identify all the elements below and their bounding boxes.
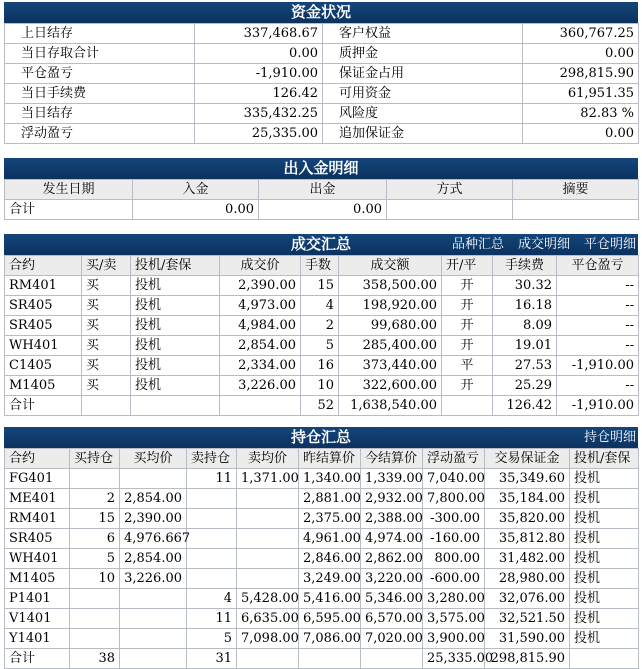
cell: -160.00 [423, 529, 485, 549]
cell [237, 549, 299, 569]
cell [70, 629, 120, 649]
cell: SR405 [5, 296, 82, 316]
positions-header [4, 427, 638, 448]
cell: 6,570.00 [361, 609, 423, 629]
cell: 5,346.00 [361, 589, 423, 609]
cell: FG401 [5, 469, 70, 489]
cell: 发生日期 [5, 180, 133, 200]
funds-row [5, 124, 639, 144]
cell: 373,440.00 [339, 356, 442, 376]
cell: 方式 [387, 180, 513, 200]
trades-header-row [5, 256, 639, 276]
cell: ME401 [5, 489, 70, 509]
cell: V1401 [5, 609, 70, 629]
cell: 1,638,540.00 [339, 396, 442, 416]
cell [70, 609, 120, 629]
cell [120, 629, 187, 649]
cell: 6,635.00 [237, 609, 299, 629]
cell: 质押金 [323, 44, 523, 64]
cell: 7,086.00 [299, 629, 361, 649]
cell: 卖均价 [237, 449, 299, 469]
cell: 358,500.00 [339, 276, 442, 296]
cell: 2,388.00 [361, 509, 423, 529]
cell [237, 489, 299, 509]
cell: 合约 [5, 256, 82, 276]
trades-row [5, 316, 639, 336]
cell: 开 [442, 376, 493, 396]
positions-row [5, 489, 639, 509]
cell: 买 [82, 356, 131, 376]
cell: SR405 [5, 529, 70, 549]
cell: 3,226.00 [220, 376, 301, 396]
cell: 投机 [570, 549, 639, 569]
cell: 买/卖 [82, 256, 131, 276]
cell: 浮动盈亏 [5, 124, 195, 144]
cell: 27.53 [493, 356, 557, 376]
cell: 6,595.00 [299, 609, 361, 629]
cell: 4 [187, 589, 237, 609]
inout-title: 出入金明细 [4, 158, 638, 179]
cell [220, 396, 301, 416]
cell: 买 [82, 336, 131, 356]
cell: 2,334.00 [220, 356, 301, 376]
cell: WH401 [5, 336, 82, 356]
cell: 3,226.00 [120, 569, 187, 589]
cell: 322,600.00 [339, 376, 442, 396]
cell: -1,910.00 [557, 396, 639, 416]
trades-total-row [5, 396, 639, 416]
cell: -600.00 [423, 569, 485, 589]
cell: -1,910.00 [195, 64, 323, 84]
cell: 4,976.667 [120, 529, 187, 549]
cell: 投机 [131, 336, 220, 356]
cell: 360,767.25 [523, 24, 639, 44]
cell: 投机 [570, 529, 639, 549]
cell: -- [557, 376, 639, 396]
cell: M1405 [5, 376, 82, 396]
cell: 成交额 [339, 256, 442, 276]
cell: RM401 [5, 509, 70, 529]
header-link[interactable]: 成交明细 [517, 237, 570, 252]
cell: 11 [187, 469, 237, 489]
trades-title: 成交汇总 [290, 235, 351, 253]
cell: 平 [442, 356, 493, 376]
cell: 平仓盈亏 [5, 64, 195, 84]
cell: 当日结存 [5, 104, 195, 124]
cell: 4,973.00 [220, 296, 301, 316]
cell: 1,339.00 [361, 469, 423, 489]
cell: 投机 [570, 509, 639, 529]
cell: 4,984.00 [220, 316, 301, 336]
inout-total-row [5, 200, 639, 220]
cell: 投机 [570, 569, 639, 589]
cell: 2,932.00 [361, 489, 423, 509]
cell [120, 469, 187, 489]
cell: 10 [301, 376, 339, 396]
cell [120, 649, 187, 669]
cell: 昨结算价 [299, 449, 361, 469]
cell: 16 [301, 356, 339, 376]
funds-section [4, 2, 638, 144]
cell: 买 [82, 376, 131, 396]
trades-row [5, 356, 639, 376]
cell: 3,575.00 [423, 609, 485, 629]
cell: 投机 [570, 589, 639, 609]
cell: P1401 [5, 589, 70, 609]
cell: 99,680.00 [339, 316, 442, 336]
cell: 10 [70, 569, 120, 589]
positions-title: 持仓汇总 [290, 428, 351, 446]
trades-section [4, 234, 638, 416]
trades-links [438, 234, 636, 255]
cell: 2,846.00 [299, 549, 361, 569]
cell: 16.18 [493, 296, 557, 316]
cell: 15 [301, 276, 339, 296]
header-link[interactable]: 品种汇总 [451, 237, 504, 252]
positions-row [5, 549, 639, 569]
cell: 30.32 [493, 276, 557, 296]
cell [120, 609, 187, 629]
cell: 35,349.60 [485, 469, 570, 489]
funds-row [5, 64, 639, 84]
cell: 5,428.00 [237, 589, 299, 609]
cell: WH401 [5, 549, 70, 569]
positions-table [4, 448, 639, 669]
trades-row [5, 276, 639, 296]
cell [187, 509, 237, 529]
cell: 52 [301, 396, 339, 416]
cell: Y1401 [5, 629, 70, 649]
cell: 买 [82, 316, 131, 336]
cell: 5 [70, 549, 120, 569]
cell [131, 396, 220, 416]
cell: 3,900.00 [423, 629, 485, 649]
cell: M1405 [5, 569, 70, 589]
cell [187, 569, 237, 589]
cell: -300.00 [423, 509, 485, 529]
cell: 开 [442, 316, 493, 336]
cell: SR405 [5, 316, 82, 336]
positions-links [570, 427, 636, 448]
cell: 25,335.00 [195, 124, 323, 144]
cell: 25.29 [493, 376, 557, 396]
cell: 0.00 [259, 200, 387, 220]
cell: 35,184.00 [485, 489, 570, 509]
cell: 0.00 [523, 44, 639, 64]
trades-row [5, 376, 639, 396]
cell: 31 [187, 649, 237, 669]
cell [187, 529, 237, 549]
cell: 投机 [570, 469, 639, 489]
cell [442, 396, 493, 416]
cell: 摘要 [513, 180, 639, 200]
cell [570, 649, 639, 669]
cell: 61,951.35 [523, 84, 639, 104]
cell: 25,335.00 [423, 649, 485, 669]
cell: 6 [70, 529, 120, 549]
cell: -- [557, 296, 639, 316]
cell: 28,980.00 [485, 569, 570, 589]
cell [82, 396, 131, 416]
cell: 31,590.00 [485, 629, 570, 649]
cell: 当日存取合计 [5, 44, 195, 64]
cell: 4,961.00 [299, 529, 361, 549]
cell: 15 [70, 509, 120, 529]
header-link[interactable]: 持仓明细 [583, 430, 636, 445]
cell: 2,390.00 [120, 509, 187, 529]
cell: RM401 [5, 276, 82, 296]
cell [120, 589, 187, 609]
cell [187, 489, 237, 509]
cell: 风险度 [323, 104, 523, 124]
cell: 5,416.00 [299, 589, 361, 609]
trades-row [5, 296, 639, 316]
cell: 合计 [5, 396, 82, 416]
header-link[interactable]: 平仓明细 [583, 237, 636, 252]
funds-row [5, 104, 639, 124]
cell [187, 549, 237, 569]
cell [70, 589, 120, 609]
cell: 买均价 [120, 449, 187, 469]
cell: 5 [301, 336, 339, 356]
cell [387, 200, 513, 220]
cell: 投机 [131, 356, 220, 376]
positions-row [5, 569, 639, 589]
cell: 买 [82, 296, 131, 316]
funds-row [5, 44, 639, 64]
positions-row [5, 629, 639, 649]
positions-row [5, 589, 639, 609]
cell: -- [557, 316, 639, 336]
cell: 当日手续费 [5, 84, 195, 104]
cell: 126.42 [195, 84, 323, 104]
cell: 8.09 [493, 316, 557, 336]
trades-table [4, 255, 639, 416]
cell: 0.00 [133, 200, 259, 220]
cell: 2,881.00 [299, 489, 361, 509]
cell: 入金 [133, 180, 259, 200]
cell: 800.00 [423, 549, 485, 569]
cell: -- [557, 336, 639, 356]
cell [237, 529, 299, 549]
positions-row [5, 609, 639, 629]
cell: 337,468.67 [195, 24, 323, 44]
cell: 手续费 [493, 256, 557, 276]
cell: 82.83 % [523, 104, 639, 124]
cell: -- [557, 276, 639, 296]
cell: 3,220.00 [361, 569, 423, 589]
cell: 合计 [5, 649, 70, 669]
cell: 上日结存 [5, 24, 195, 44]
trades-header [4, 234, 638, 255]
cell: -1,910.00 [557, 356, 639, 376]
cell: 开 [442, 296, 493, 316]
cell: 今结算价 [361, 449, 423, 469]
cell: 2 [301, 316, 339, 336]
cell: 7,020.00 [361, 629, 423, 649]
cell [513, 200, 639, 220]
cell: 126.42 [493, 396, 557, 416]
cell: 投机 [131, 296, 220, 316]
cell: 7,040.00 [423, 469, 485, 489]
cell: 32,076.00 [485, 589, 570, 609]
cell: 手数 [301, 256, 339, 276]
cell: 投机/套保 [131, 256, 220, 276]
funds-row [5, 24, 639, 44]
cell: 投机 [131, 316, 220, 336]
cell: 2,854.00 [120, 489, 187, 509]
cell: 平仓盈亏 [557, 256, 639, 276]
cell [237, 569, 299, 589]
inout-table [4, 179, 639, 220]
inout-section [4, 158, 638, 220]
cell: 4 [301, 296, 339, 316]
inout-header-row [5, 180, 639, 200]
cell: 可用资金 [323, 84, 523, 104]
cell: 31,482.00 [485, 549, 570, 569]
cell: 0.00 [523, 124, 639, 144]
cell: 交易保证金 [485, 449, 570, 469]
cell: 追加保证金 [323, 124, 523, 144]
cell: 0.00 [195, 44, 323, 64]
cell: 买持仓 [70, 449, 120, 469]
cell: 3,280.00 [423, 589, 485, 609]
cell: 19.01 [493, 336, 557, 356]
positions-row [5, 469, 639, 489]
cell: 1,340.00 [299, 469, 361, 489]
cell [361, 649, 423, 669]
cell: 开 [442, 336, 493, 356]
cell: 335,432.25 [195, 104, 323, 124]
positions-header-row [5, 449, 639, 469]
cell: 合约 [5, 449, 70, 469]
cell: 298,815.90 [485, 649, 570, 669]
cell: 投机 [131, 376, 220, 396]
cell: 198,920.00 [339, 296, 442, 316]
cell: 5 [187, 629, 237, 649]
cell: 2,862.00 [361, 549, 423, 569]
cell: 浮动盈亏 [423, 449, 485, 469]
cell: 买 [82, 276, 131, 296]
cell: 合计 [5, 200, 133, 220]
cell: 2,375.00 [299, 509, 361, 529]
cell: 成交价 [220, 256, 301, 276]
trades-row [5, 336, 639, 356]
cell: 32,521.50 [485, 609, 570, 629]
cell: 2,390.00 [220, 276, 301, 296]
funds-table [4, 23, 639, 144]
cell: 2 [70, 489, 120, 509]
cell: 4,974.00 [361, 529, 423, 549]
cell: 开/平 [442, 256, 493, 276]
cell: 35,812.80 [485, 529, 570, 549]
cell [70, 469, 120, 489]
cell [299, 649, 361, 669]
positions-row [5, 529, 639, 549]
cell: 开 [442, 276, 493, 296]
positions-row [5, 509, 639, 529]
cell: 投机 [570, 629, 639, 649]
cell: 2,854.00 [220, 336, 301, 356]
cell: 出金 [259, 180, 387, 200]
positions-total-row [5, 649, 639, 669]
cell: 保证金占用 [323, 64, 523, 84]
cell: 3,249.00 [299, 569, 361, 589]
cell: 285,400.00 [339, 336, 442, 356]
cell: 2,854.00 [120, 549, 187, 569]
cell: 35,820.00 [485, 509, 570, 529]
cell: 38 [70, 649, 120, 669]
cell: 7,098.00 [237, 629, 299, 649]
cell: 投机 [570, 609, 639, 629]
positions-section [4, 427, 638, 669]
cell: 1,371.00 [237, 469, 299, 489]
cell: C1405 [5, 356, 82, 376]
cell [237, 509, 299, 529]
cell: 投机 [131, 276, 220, 296]
cell: 11 [187, 609, 237, 629]
cell: 7,800.00 [423, 489, 485, 509]
cell: 投机/套保 [570, 449, 639, 469]
cell [237, 649, 299, 669]
cell: 投机 [570, 489, 639, 509]
funds-title: 资金状况 [4, 2, 638, 23]
cell: 298,815.90 [523, 64, 639, 84]
cell: 客户权益 [323, 24, 523, 44]
funds-row [5, 84, 639, 104]
cell: 卖持仓 [187, 449, 237, 469]
